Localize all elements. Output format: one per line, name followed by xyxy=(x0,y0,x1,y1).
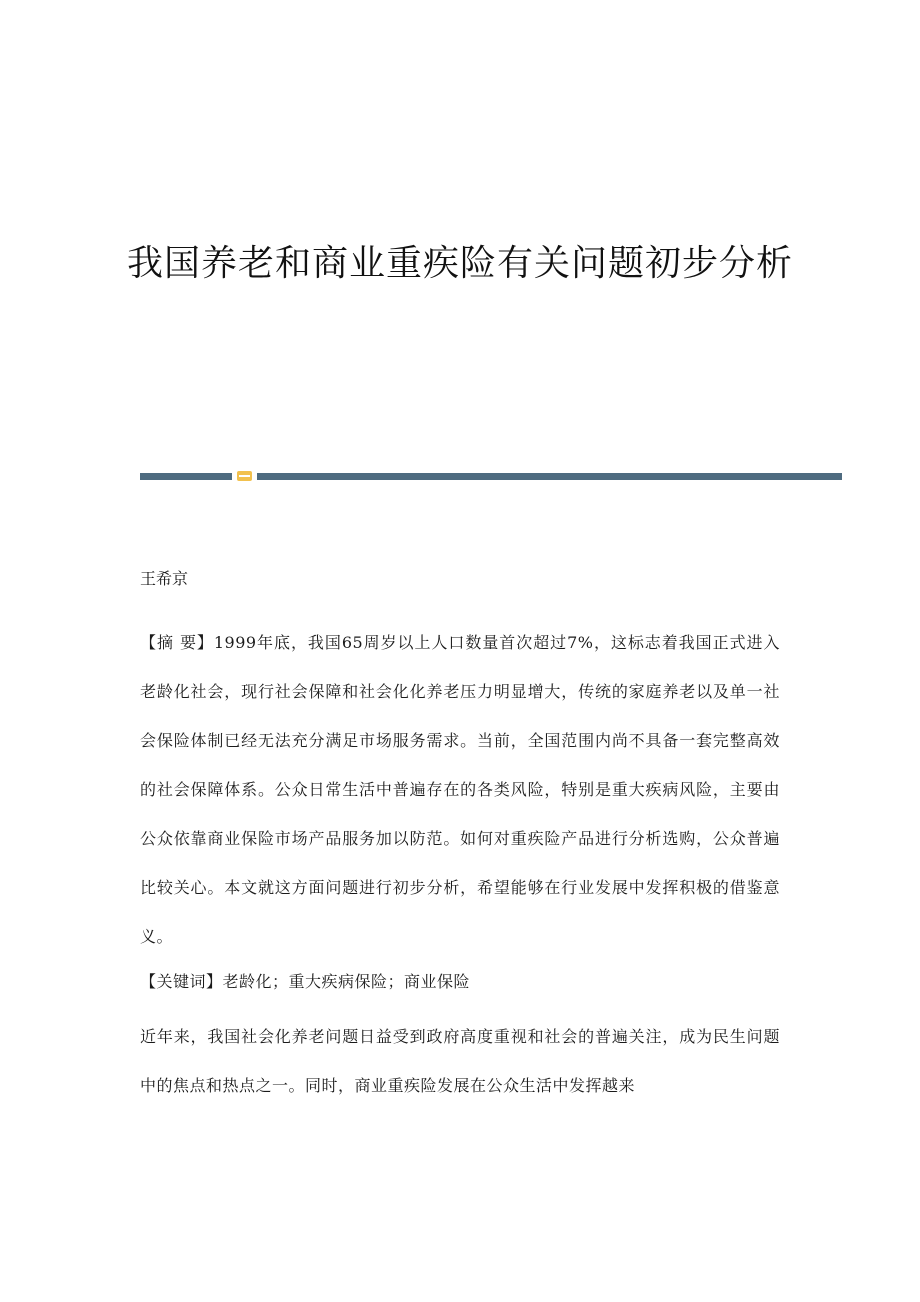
document-title: 我国养老和商业重疾险有关问题初步分析 xyxy=(126,243,793,284)
divider-bar-right xyxy=(257,473,842,480)
abstract-label: 【摘 要】 xyxy=(140,633,214,652)
keywords-text: 老龄化；重大疾病保险；商业保险 xyxy=(222,972,471,991)
abstract-text: 1999年底，我国65周岁以上人口数量首次超过7%，这标志着我国正式进入老龄化社会，现行社会保障和社会化化养老压力明显增大，传统的家庭养老以及单一社会保险体制已经无法充分满足市场服务需求。当前，全国范围内尚不具备一套完整高效的社会保障体系。公众日常生活中普遍存在的各类风险，特别是重大疾病风险，主要由公众依靠商业保险市场产品服务加以防范。如何对重疾险产品进行分析选购，公众普遍比较关心。本文就这方面问题进行初步分析，希望能够在行业发展中发挥积极的借鉴意义。 xyxy=(140,633,780,946)
abstract-paragraph xyxy=(140,618,780,961)
body-paragraph: 近年来，我国社会化养老问题日益受到政府高度重视和社会的普遍关注，成为民生问题中的焦点和热点之一。同时，商业重疾险发展在公众生活中发挥越来 xyxy=(140,1027,780,1095)
divider-ornament-icon xyxy=(237,471,252,481)
divider-bar-left xyxy=(140,473,232,480)
keywords-paragraph xyxy=(140,957,780,1006)
keywords-label: 【关键词】 xyxy=(140,972,223,991)
title-divider xyxy=(140,471,842,481)
author-name: 王希京 xyxy=(140,569,189,588)
